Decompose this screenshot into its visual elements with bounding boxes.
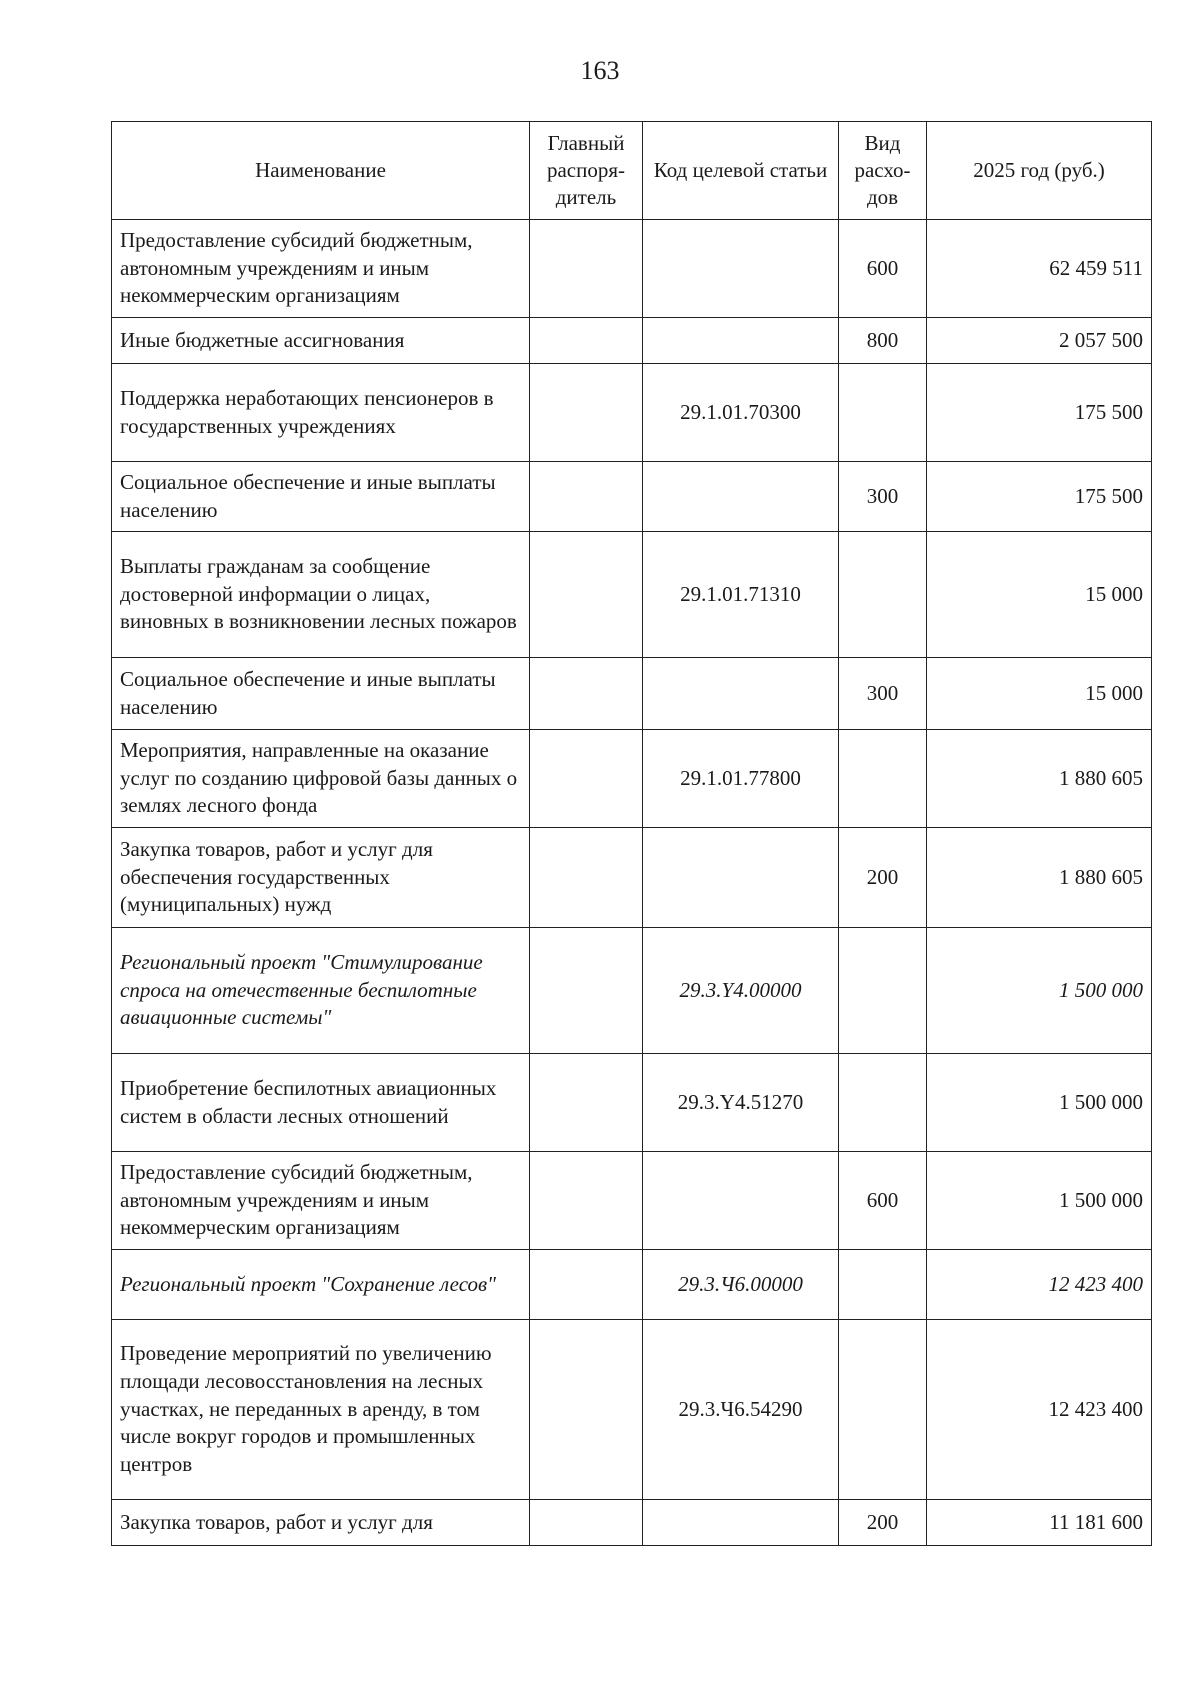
table-row — [112, 532, 1152, 658]
cell-code — [643, 828, 839, 928]
cell-type: 200 — [839, 1500, 927, 1546]
cell-amount: 62 459 511 — [927, 220, 1152, 318]
header-code: Код целевой статьи — [643, 122, 839, 220]
cell-amount: 175 500 — [927, 364, 1152, 462]
cell-name: Закупка товаров, работ и услуг для обеспечения государственных (муниципальных) нужд — [112, 828, 530, 928]
table-row — [112, 1500, 1152, 1546]
header-type: Вид расхо-дов — [839, 122, 927, 220]
cell-amount: 1 880 605 — [927, 730, 1152, 828]
cell-type: 800 — [839, 318, 927, 364]
cell-code — [643, 1152, 839, 1250]
cell-manager — [530, 1250, 643, 1320]
cell-name: Мероприятия, направленные на оказание услуг по созданию цифровой базы данных о землях лесного фонда — [112, 730, 530, 828]
cell-name: Региональный проект "Сохранение лесов" — [112, 1250, 530, 1320]
cell-manager — [530, 318, 643, 364]
cell-name: Социальное обеспечение и иные выплаты населению — [112, 462, 530, 532]
cell-type: 600 — [839, 220, 927, 318]
cell-code: 29.3.Y4.00000 — [643, 928, 839, 1054]
cell-manager — [530, 828, 643, 928]
cell-amount: 175 500 — [927, 462, 1152, 532]
cell-name: Предоставление субсидий бюджетным, автономным учреждениям и иным некоммерческим организациям — [112, 1152, 530, 1250]
cell-code: 29.3.Ч6.54290 — [643, 1320, 839, 1500]
table-row — [112, 730, 1152, 828]
cell-code — [643, 462, 839, 532]
page-number: 163 — [580, 56, 620, 85]
cell-manager — [530, 1320, 643, 1500]
cell-code: 29.3.Ч6.00000 — [643, 1250, 839, 1320]
cell-name: Иные бюджетные ассигнования — [112, 318, 530, 364]
cell-manager — [530, 462, 643, 532]
cell-type — [839, 1320, 927, 1500]
cell-name: Проведение мероприятий по увеличению площади лесовосстановления на лесных участках, не переданных в аренду, в том числе вокруг городов и промышленных центров — [112, 1320, 530, 1500]
cell-amount: 15 000 — [927, 658, 1152, 730]
cell-type — [839, 928, 927, 1054]
table-row — [112, 828, 1152, 928]
cell-name: Поддержка неработающих пенсионеров в государственных учреждениях — [112, 364, 530, 462]
cell-manager — [530, 1500, 643, 1546]
table-body — [112, 220, 1152, 1546]
cell-type — [839, 532, 927, 658]
table-row — [112, 318, 1152, 364]
table-row — [112, 1320, 1152, 1500]
budget-table — [111, 121, 1152, 1546]
cell-amount: 1 500 000 — [927, 1054, 1152, 1152]
cell-amount: 1 880 605 — [927, 828, 1152, 928]
cell-type: 300 — [839, 462, 927, 532]
cell-code — [643, 220, 839, 318]
header-name: Наименование — [112, 122, 530, 220]
cell-manager — [530, 532, 643, 658]
table-row — [112, 364, 1152, 462]
cell-amount: 1 500 000 — [927, 1152, 1152, 1250]
cell-type — [839, 730, 927, 828]
cell-name: Социальное обеспечение и иные выплаты населению — [112, 658, 530, 730]
header-manager: Главный распоря-дитель — [530, 122, 643, 220]
cell-code: 29.1.01.77800 — [643, 730, 839, 828]
cell-code — [643, 1500, 839, 1546]
table-row — [112, 1054, 1152, 1152]
header-amount: 2025 год (руб.) — [927, 122, 1152, 220]
cell-code: 29.1.01.70300 — [643, 364, 839, 462]
cell-amount: 15 000 — [927, 532, 1152, 658]
table-row — [112, 220, 1152, 318]
cell-manager — [530, 928, 643, 1054]
cell-type — [839, 1054, 927, 1152]
cell-type — [839, 364, 927, 462]
cell-amount: 1 500 000 — [927, 928, 1152, 1054]
table-row — [112, 462, 1152, 532]
table-row-project — [112, 928, 1152, 1054]
cell-name: Закупка товаров, работ и услуг для — [112, 1500, 530, 1546]
cell-name: Выплаты гражданам за сообщение достоверной информации о лицах, виновных в возникновении лесных пожаров — [112, 532, 530, 658]
cell-code — [643, 658, 839, 730]
cell-manager — [530, 1054, 643, 1152]
cell-type: 300 — [839, 658, 927, 730]
cell-code: 29.3.Y4.51270 — [643, 1054, 839, 1152]
table-row-project — [112, 1250, 1152, 1320]
table-row — [112, 1152, 1152, 1250]
cell-amount: 12 423 400 — [927, 1320, 1152, 1500]
cell-manager — [530, 658, 643, 730]
cell-manager — [530, 220, 643, 318]
cell-amount: 11 181 600 — [927, 1500, 1152, 1546]
table-row — [112, 658, 1152, 730]
cell-name: Региональный проект "Стимулирование спроса на отечественные беспилотные авиационные системы" — [112, 928, 530, 1054]
cell-amount: 2 057 500 — [927, 318, 1152, 364]
cell-type: 600 — [839, 1152, 927, 1250]
cell-manager — [530, 730, 643, 828]
cell-type: 200 — [839, 828, 927, 928]
cell-amount: 12 423 400 — [927, 1250, 1152, 1320]
header-row — [112, 122, 1152, 220]
cell-manager — [530, 1152, 643, 1250]
cell-manager — [530, 364, 643, 462]
cell-name: Предоставление субсидий бюджетным, автономным учреждениям и иным некоммерческим организациям — [112, 220, 530, 318]
cell-type — [839, 1250, 927, 1320]
cell-code — [643, 318, 839, 364]
cell-code: 29.1.01.71310 — [643, 532, 839, 658]
cell-name: Приобретение беспилотных авиационных систем в области лесных отношений — [112, 1054, 530, 1152]
